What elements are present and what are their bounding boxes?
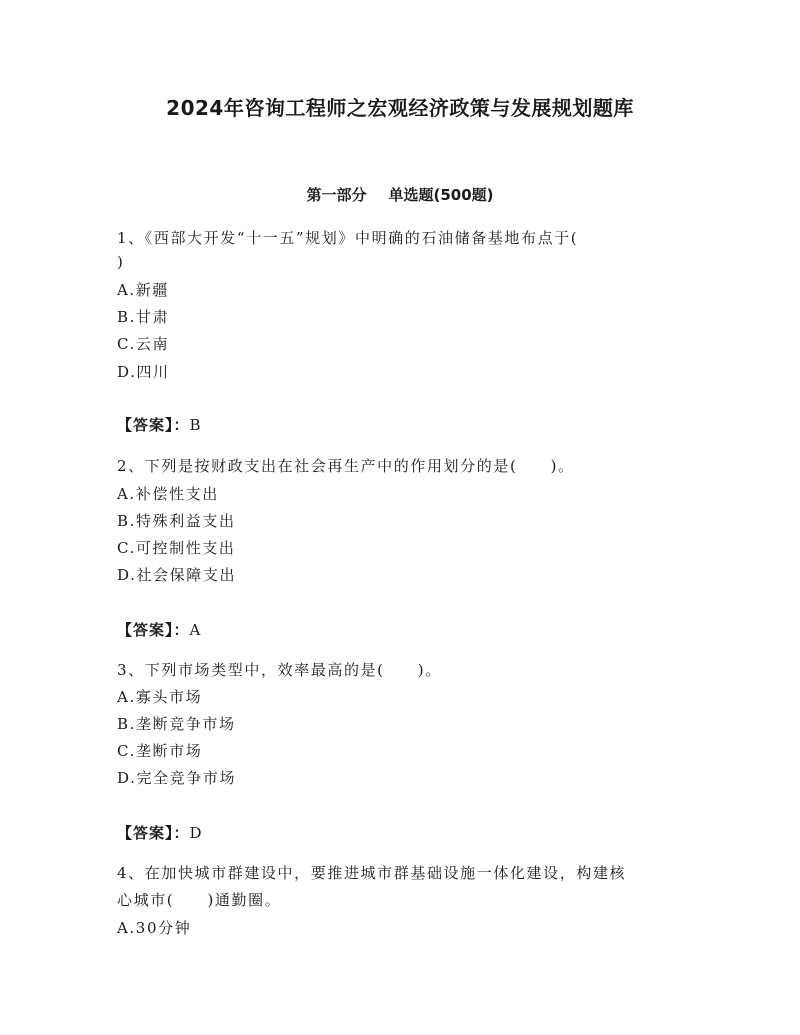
question-4-stem: 4、在加快城市群建设中，要推进城市群基础设施一体化建设，构建核	[117, 864, 627, 882]
question-4-option-a: A.30分钟	[117, 919, 192, 937]
question-1-option-d: D.四川	[117, 363, 170, 381]
question-1-option-b: B.甘肃	[117, 308, 170, 326]
question-2-option-c: C.可控制性支出	[117, 539, 236, 557]
answer-value: D	[189, 824, 204, 842]
answer-value: A	[189, 621, 202, 639]
answer-value: B	[189, 416, 203, 434]
question-3-option-a: A.寡头市场	[117, 688, 203, 706]
question-2-option-d: D.社会保障支出	[117, 566, 237, 584]
answer-label: 【答案】：	[117, 824, 190, 842]
section-heading	[0, 184, 800, 206]
question-2-stem: 2、下列是按财政支出在社会再生产中的作用划分的是( )。	[117, 457, 575, 475]
question-1-option-a: A.新疆	[117, 281, 170, 299]
question-1-stem-cont: )	[117, 253, 125, 271]
document-title: 2024年咨询工程师之宏观经济政策与发展规划题库	[166, 96, 634, 120]
section-name: 单选题(500题)	[388, 186, 494, 204]
question-3-option-c: C.垄断市场	[117, 742, 203, 760]
answer-label: 【答案】：	[117, 621, 190, 639]
question-3-option-b: B.垄断竞争市场	[117, 715, 236, 733]
question-1-option-c: C.云南	[117, 335, 170, 353]
question-3-stem: 3、下列市场类型中，效率最高的是( )。	[117, 661, 442, 679]
question-3-answer	[117, 822, 687, 844]
question-4-stem-cont: 心城市( )通勤圈。	[117, 891, 282, 909]
question-2-option-b: B.特殊利益支出	[117, 512, 236, 530]
question-2-answer	[117, 619, 687, 641]
question-2-option-a: A.补偿性支出	[117, 485, 219, 503]
question-3-option-d: D.完全竞争市场	[117, 769, 237, 787]
section-part: 第一部分	[306, 186, 367, 204]
question-1-answer	[117, 414, 687, 436]
answer-label: 【答案】：	[117, 416, 190, 434]
question-1-stem: 1、《西部大开发“十一五”规划》中明确的石油储备基地布点于(	[117, 229, 579, 247]
